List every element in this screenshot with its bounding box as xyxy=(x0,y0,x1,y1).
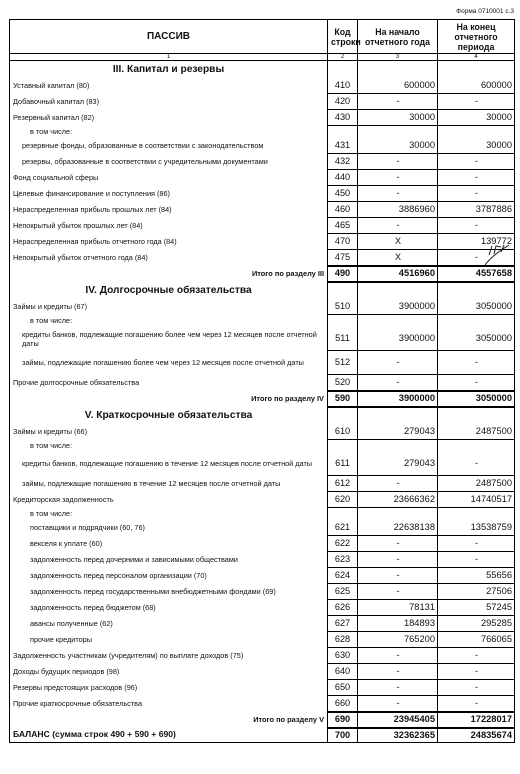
row-code: 511 xyxy=(328,327,358,351)
row-label: в том числе: xyxy=(10,126,328,138)
value-begin: 4516960 xyxy=(358,266,438,282)
row-code: 430 xyxy=(328,110,358,126)
row-label: задолженность перед дочерними и зависимыми обществами xyxy=(10,552,328,568)
value-begin: - xyxy=(358,351,438,375)
value-begin: 32362365 xyxy=(358,728,438,743)
row-label: задолженность перед бюджетом (68) xyxy=(10,600,328,616)
value-end: 3050000 xyxy=(438,391,515,407)
code-cell xyxy=(328,282,358,299)
value-end: 3050000 xyxy=(438,327,515,351)
value-end: - xyxy=(438,452,515,476)
row-code: 628 xyxy=(328,632,358,648)
row-label: задолженность перед персоналом организации (70) xyxy=(10,568,328,584)
table-row xyxy=(10,452,515,476)
value-end: 766065 xyxy=(438,632,515,648)
row-code: 610 xyxy=(328,424,358,440)
value-begin: - xyxy=(358,186,438,202)
row-label: займы, подлежащие погашению в течение 12 месяцев после отчетной даты xyxy=(10,476,328,492)
row-label: Непокрытый убыток прошлых лет (84) xyxy=(10,218,328,234)
row-code: 640 xyxy=(328,664,358,680)
balance-sheet-page xyxy=(9,8,514,768)
value-begin: - xyxy=(358,568,438,584)
row-label: прочие кредиторы xyxy=(10,632,328,648)
value-begin: - xyxy=(358,584,438,600)
header-passive: ПАССИВ xyxy=(10,20,328,54)
table-row xyxy=(10,234,515,250)
table-row xyxy=(10,424,515,440)
table-row xyxy=(10,154,515,170)
passive-table xyxy=(9,19,515,743)
row-label: Непокрытый убыток отчетного года (84) xyxy=(10,250,328,266)
table-body xyxy=(10,61,515,743)
value-begin: - xyxy=(358,536,438,552)
value-begin: 184893 xyxy=(358,616,438,632)
row-code: 440 xyxy=(328,170,358,186)
row-label: БАЛАНС (сумма строк 490 + 590 + 690) xyxy=(10,728,328,743)
value-end: 17228017 xyxy=(438,712,515,728)
row-label: Прочие долгосрочные обязательства xyxy=(10,375,328,391)
value-end: - xyxy=(438,536,515,552)
value-begin xyxy=(358,282,438,299)
row-code: 650 xyxy=(328,680,358,696)
row-code: 470 xyxy=(328,234,358,250)
row-code: 625 xyxy=(328,584,358,600)
row-code: 475 xyxy=(328,250,358,266)
value-end: 13538759 xyxy=(438,520,515,536)
value-begin: - xyxy=(358,94,438,110)
code-cell xyxy=(328,61,358,78)
row-code: 690 xyxy=(328,712,358,728)
section-row xyxy=(10,407,515,424)
total-row xyxy=(10,391,515,407)
table-row xyxy=(10,315,515,327)
row-label: Прочие краткосрочные обязательства xyxy=(10,696,328,712)
row-code: 510 xyxy=(328,299,358,315)
value-end: - xyxy=(438,648,515,664)
value-begin: - xyxy=(358,218,438,234)
value-end: 3050000 xyxy=(438,299,515,315)
table-row xyxy=(10,680,515,696)
total-row xyxy=(10,266,515,282)
table-row xyxy=(10,138,515,154)
table-row xyxy=(10,327,515,351)
row-label: задолженность перед государственными внебюджетными фондами (69) xyxy=(10,584,328,600)
row-label: в том числе: xyxy=(10,315,328,327)
value-begin: 3900000 xyxy=(358,391,438,407)
row-code: 450 xyxy=(328,186,358,202)
row-code: 624 xyxy=(328,568,358,584)
total-row xyxy=(10,712,515,728)
row-code xyxy=(328,126,358,138)
row-label: Резервы предстоящих расходов (96) xyxy=(10,680,328,696)
value-begin: - xyxy=(358,680,438,696)
value-end: - xyxy=(438,218,515,234)
value-end: 2487500 xyxy=(438,424,515,440)
section-title: IV. Долгосрочные обязательства xyxy=(10,282,328,299)
row-label: Уставный капитал (80) xyxy=(10,78,328,94)
value-end: - xyxy=(438,94,515,110)
table-row xyxy=(10,299,515,315)
value-begin: 30000 xyxy=(358,110,438,126)
table-row xyxy=(10,536,515,552)
row-code: 612 xyxy=(328,476,358,492)
value-end xyxy=(438,407,515,424)
section-row xyxy=(10,61,515,78)
value-begin: - xyxy=(358,476,438,492)
value-end: - xyxy=(438,186,515,202)
row-code: 432 xyxy=(328,154,358,170)
value-end: 55656 xyxy=(438,568,515,584)
value-begin: - xyxy=(358,696,438,712)
row-label: резервные фонды, образованные в соответствии с законодательством xyxy=(10,138,328,154)
column-index: 2 xyxy=(328,54,358,61)
section-title: III. Капитал и резервы xyxy=(10,61,328,78)
value-begin xyxy=(358,61,438,78)
table-row xyxy=(10,186,515,202)
value-end xyxy=(438,61,515,78)
value-begin: - xyxy=(358,552,438,568)
table-row xyxy=(10,508,515,520)
table-row xyxy=(10,250,515,266)
value-begin: 78131 xyxy=(358,600,438,616)
value-begin xyxy=(358,126,438,138)
row-label: Фонд социальной сферы xyxy=(10,170,328,186)
row-label: Итого по разделу III xyxy=(10,266,328,282)
value-end: - xyxy=(438,664,515,680)
row-label: Добавочный капитал (83) xyxy=(10,94,328,110)
table-row xyxy=(10,78,515,94)
value-begin: 23945405 xyxy=(358,712,438,728)
value-end: 2487500 xyxy=(438,476,515,492)
header-begin: На начало отчетного года xyxy=(358,20,438,54)
value-begin: 279043 xyxy=(358,424,438,440)
row-code: 626 xyxy=(328,600,358,616)
value-begin: 279043 xyxy=(358,452,438,476)
value-end xyxy=(438,508,515,520)
value-end: - xyxy=(438,375,515,391)
value-end: 27506 xyxy=(438,584,515,600)
value-begin: 22638138 xyxy=(358,520,438,536)
value-begin xyxy=(358,407,438,424)
value-end: - xyxy=(438,696,515,712)
value-begin xyxy=(358,508,438,520)
row-label: Нераспределенная прибыль отчетного года (84) xyxy=(10,234,328,250)
table-row xyxy=(10,520,515,536)
row-label: Задолженность участникам (учредителям) по выплате доходов (75) xyxy=(10,648,328,664)
row-code: 622 xyxy=(328,536,358,552)
row-code: 520 xyxy=(328,375,358,391)
table-row xyxy=(10,492,515,508)
balance-row xyxy=(10,728,515,743)
row-code: 620 xyxy=(328,492,358,508)
table-row xyxy=(10,648,515,664)
row-code: 465 xyxy=(328,218,358,234)
row-label: поставщики и подрядчики (60, 76) xyxy=(10,520,328,536)
row-label: займы, подлежащие погашению более чем через 12 месяцев после отчетной даты xyxy=(10,351,328,375)
value-end: 295285 xyxy=(438,616,515,632)
column-index: 4 xyxy=(438,54,515,61)
table-row xyxy=(10,664,515,680)
value-begin: 3900000 xyxy=(358,299,438,315)
value-end: - xyxy=(438,351,515,375)
row-code: 460 xyxy=(328,202,358,218)
table-row xyxy=(10,94,515,110)
table-row xyxy=(10,440,515,452)
table-row xyxy=(10,202,515,218)
row-code: 590 xyxy=(328,391,358,407)
table-row xyxy=(10,375,515,391)
row-code: 621 xyxy=(328,520,358,536)
value-end xyxy=(438,126,515,138)
value-begin: 600000 xyxy=(358,78,438,94)
value-end: 30000 xyxy=(438,110,515,126)
table-row xyxy=(10,600,515,616)
row-code: 630 xyxy=(328,648,358,664)
row-code: 431 xyxy=(328,138,358,154)
row-code: 623 xyxy=(328,552,358,568)
row-code xyxy=(328,440,358,452)
row-label: кредиты банков, подлежащие погашению более чем через 12 месяцев после отчетной даты xyxy=(10,327,328,351)
row-code: 410 xyxy=(328,78,358,94)
table-row xyxy=(10,218,515,234)
table-row xyxy=(10,126,515,138)
value-begin: 3886960 xyxy=(358,202,438,218)
row-code: 627 xyxy=(328,616,358,632)
value-end: 139772 xyxy=(438,234,515,250)
row-label: векселя к уплате (60) xyxy=(10,536,328,552)
table-row xyxy=(10,110,515,126)
value-end: - xyxy=(438,170,515,186)
value-end: 3787886 xyxy=(438,202,515,218)
header-code: Код строки xyxy=(328,20,358,54)
row-label: Итого по разделу V xyxy=(10,712,328,728)
table-row xyxy=(10,696,515,712)
value-end xyxy=(438,440,515,452)
row-label: в том числе: xyxy=(10,508,328,520)
row-label: кредиты банков, подлежащие погашению в течение 12 месяцев после отчетной даты xyxy=(10,452,328,476)
row-label: Целевые финансирование и поступления (86) xyxy=(10,186,328,202)
row-label: Доходы будущих периодов (98) xyxy=(10,664,328,680)
row-code xyxy=(328,315,358,327)
row-label: Займы и кредиты (67) xyxy=(10,299,328,315)
row-label: Займы и кредиты (66) xyxy=(10,424,328,440)
handwritten-annotation xyxy=(481,243,511,267)
value-end: - xyxy=(438,680,515,696)
row-label: резервы, образованные в соответствии с учредительными документами xyxy=(10,154,328,170)
code-cell xyxy=(328,407,358,424)
value-begin: X xyxy=(358,250,438,266)
form-code: Форма 0710001 с.3 xyxy=(456,8,514,15)
value-begin: X xyxy=(358,234,438,250)
table-row xyxy=(10,170,515,186)
value-end: - xyxy=(438,154,515,170)
value-end xyxy=(438,282,515,299)
value-end: 14740517 xyxy=(438,492,515,508)
section-title: V. Краткосрочные обязательства xyxy=(10,407,328,424)
row-code: 512 xyxy=(328,351,358,375)
header-end: На конец отчетного периода xyxy=(438,20,515,54)
value-end: - xyxy=(438,552,515,568)
value-end: 4557658 xyxy=(438,266,515,282)
value-begin: - xyxy=(358,648,438,664)
value-begin: 30000 xyxy=(358,138,438,154)
value-begin: - xyxy=(358,170,438,186)
table-row xyxy=(10,552,515,568)
value-begin: 23666362 xyxy=(358,492,438,508)
column-index: 3 xyxy=(358,54,438,61)
row-label: Нераспределенная прибыль прошлых лет (84) xyxy=(10,202,328,218)
row-code: 700 xyxy=(328,728,358,743)
row-label: Резервный капитал (82) xyxy=(10,110,328,126)
row-label: Кредиторская задолженность xyxy=(10,492,328,508)
table-row xyxy=(10,351,515,375)
value-end xyxy=(438,315,515,327)
row-code: 420 xyxy=(328,94,358,110)
value-begin: - xyxy=(358,154,438,170)
row-label: авансы полученные (62) xyxy=(10,616,328,632)
table-row xyxy=(10,568,515,584)
value-begin: - xyxy=(358,375,438,391)
row-code: 611 xyxy=(328,452,358,476)
row-code: 660 xyxy=(328,696,358,712)
value-begin xyxy=(358,315,438,327)
table-row xyxy=(10,632,515,648)
value-end: 600000 xyxy=(438,78,515,94)
row-code: 490 xyxy=(328,266,358,282)
value-end: 24835674 xyxy=(438,728,515,743)
table-row xyxy=(10,616,515,632)
row-label: Итого по разделу IV xyxy=(10,391,328,407)
value-begin: 3900000 xyxy=(358,327,438,351)
column-index: 1 xyxy=(10,54,328,61)
row-label: в том числе: xyxy=(10,440,328,452)
value-end: 57245 xyxy=(438,600,515,616)
section-row xyxy=(10,282,515,299)
value-begin: - xyxy=(358,664,438,680)
table-row xyxy=(10,476,515,492)
row-code xyxy=(328,508,358,520)
value-begin: 765200 xyxy=(358,632,438,648)
value-begin xyxy=(358,440,438,452)
value-end: 30000 xyxy=(438,138,515,154)
table-row xyxy=(10,584,515,600)
value-end: - xyxy=(438,250,515,266)
